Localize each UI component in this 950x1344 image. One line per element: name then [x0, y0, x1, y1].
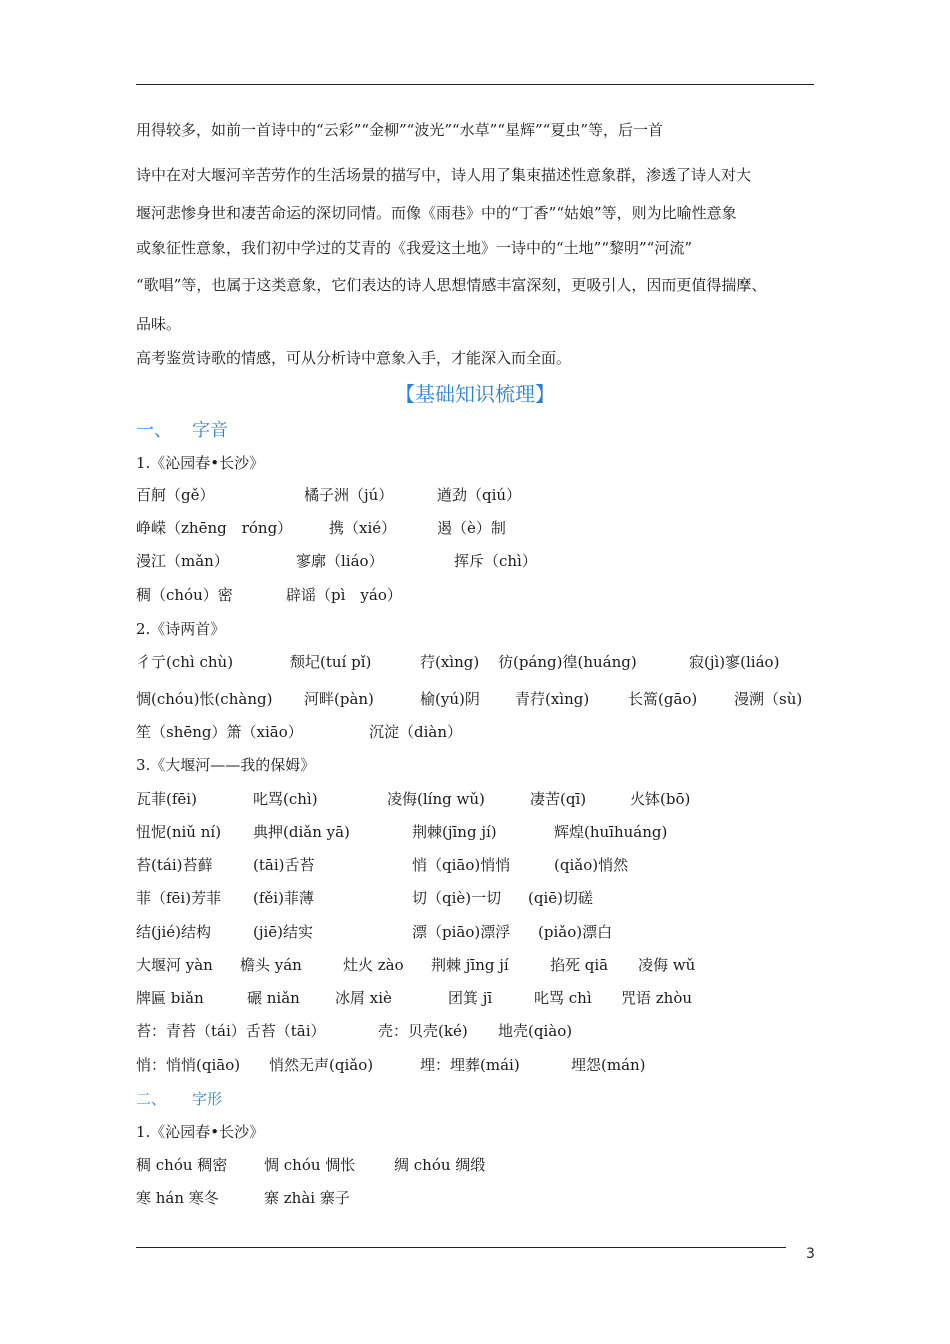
entry: 咒语 zhòu [621, 989, 693, 1007]
entry: 灶火 zào [343, 956, 404, 974]
entry: (piǎo)漂白 [538, 923, 613, 941]
heading-label: 字形 [192, 1090, 223, 1108]
entry: 遏（è）制 [437, 519, 506, 537]
heading-character-form [136, 1088, 222, 1109]
entry: 火钵(bō) [630, 790, 691, 808]
entry: 辉煌(huīhuáng) [554, 823, 668, 841]
entry: 彷(páng)徨(huáng) [498, 653, 637, 671]
entry: 漫溯（sù) [734, 690, 803, 708]
intro-line: 诗中在对大堰河辛苦劳作的生活场景的描写中，诗人用了集束描述性意象群，渗透了诗人对大 [136, 166, 752, 184]
entry: 苔：青苔（tái）舌苔（tāi） [136, 1022, 326, 1040]
subsection-title: 3.《大堰河——我的保姆》 [136, 756, 316, 774]
entry: 河畔(pàn) [304, 690, 374, 708]
entry: (tāi)舌苔 [253, 856, 315, 874]
entry: 青荇(xìng) [515, 690, 590, 708]
entry: 绸 chóu 绸缎 [394, 1156, 486, 1174]
intro-line: “歌唱”等，也属于这类意象，它们表达的诗人思想情感丰富深刻，更吸引人，因而更值得揣摩、 [136, 276, 767, 294]
entry: 凄苦(qī) [530, 790, 587, 808]
entry: 长篙(gāo) [628, 690, 698, 708]
entry: 荆棘(jīng jí) [412, 823, 497, 841]
entry: 牌匾 biǎn [136, 989, 204, 1007]
entry: 寒 hán 寒冬 [136, 1189, 219, 1207]
entry: 瓦菲(fēi) [136, 790, 197, 808]
subsection-title: 1.《沁园春•长沙》 [136, 454, 265, 472]
entry: 沉淀（diàn） [369, 723, 463, 741]
entry: 笙（shēng）箫（xiāo） [136, 723, 303, 741]
entry: 遒劲（qiú） [437, 486, 522, 504]
entry: 苔(tái)苔藓 [136, 856, 213, 874]
intro-line: 用得较多，如前一首诗中的“云彩”“金柳”“波光”“水草”“星辉”“夏虫”等，后一首 [136, 121, 664, 139]
entry: 忸怩(niǔ ní) [136, 823, 222, 841]
entry: 惆(chóu)怅(chàng) [136, 690, 273, 708]
entry: 凌侮(líng wǔ) [387, 790, 485, 808]
entry: 挥斥（chì） [454, 552, 537, 570]
intro-line: 品味。 [136, 315, 182, 333]
entry: (qiē)切磋 [528, 889, 593, 907]
entry: 菲（fēi)芳菲 [136, 889, 222, 907]
subsection-title: 2.《诗两首》 [136, 620, 226, 638]
entry: 埋：埋葬(mái) [420, 1056, 520, 1074]
entry: 地壳(qiào) [498, 1022, 573, 1040]
entry: 稠（chóu）密 [136, 586, 233, 604]
entry: 檐头 yán [240, 956, 302, 974]
entry: 叱骂(chì) [253, 790, 318, 808]
entry: 漫江（mǎn） [136, 552, 229, 570]
entry: 掐死 qiā [550, 956, 609, 974]
section-title: 【基础知识梳理】 [395, 382, 555, 406]
entry: 团箕 jī [448, 989, 493, 1007]
entry: 寂(jì)寥(liáo) [689, 653, 780, 671]
entry: 寥廓（liáo） [296, 552, 384, 570]
entry: 彳亍(chì chù) [136, 653, 234, 671]
heading-number: 二、 [136, 1090, 167, 1108]
intro-line: 或象征性意象，我们初中学过的艾青的《我爱这土地》一诗中的“土地”“黎明”“河流” [136, 239, 693, 257]
entry: (jiē)结实 [253, 923, 314, 941]
entry: 悄：悄悄(qiāo) [136, 1056, 241, 1074]
entry: 荇(xìng) [420, 653, 480, 671]
entry: (fěi)菲薄 [253, 889, 314, 907]
entry: (qiǎo)悄然 [554, 856, 629, 874]
entry: 典押(diǎn yā) [253, 823, 350, 841]
entry: 叱骂 chì [534, 989, 592, 1007]
entry: 峥嵘（zhēng róng） [136, 519, 293, 537]
intro-line: 堰河悲惨身世和凄苦命运的深切同情。而像《雨巷》中的“丁香”“姑娘”等，则为比喻性意象 [136, 204, 737, 222]
heading-label: 字音 [192, 420, 228, 441]
entry: 大堰河 yàn [136, 956, 213, 974]
entry: 切（qiè)一切 [412, 889, 502, 907]
entry: 碾 niǎn [247, 989, 300, 1007]
entry: 橘子洲（jú） [304, 486, 394, 504]
intro-line: 高考鉴赏诗歌的情感，可从分析诗中意象入手，才能深入而全面。 [136, 349, 572, 367]
page-number: 3 [806, 1246, 815, 1262]
entry: 结(jié)结构 [136, 923, 212, 941]
entry: 悄（qiāo)悄悄 [412, 856, 511, 874]
entry: 百舸（gě） [136, 486, 215, 504]
entry: 颓圮(tuí pǐ) [290, 653, 372, 671]
entry: 辟谣（pì yáo） [286, 586, 402, 604]
entry: 漂（piāo)漂浮 [412, 923, 511, 941]
entry: 寨 zhài 寨子 [264, 1189, 350, 1207]
entry: 凌侮 wǔ [638, 956, 696, 974]
entry: 荆棘 jīng jí [431, 956, 509, 974]
entry: 冰屑 xiè [335, 989, 392, 1007]
entry: 悄然无声(qiǎo) [269, 1056, 374, 1074]
entry: 稠 chóu 稠密 [136, 1156, 228, 1174]
heading-number: 一、 [136, 420, 172, 441]
heading-pronunciation [136, 416, 228, 442]
header-rule [136, 84, 814, 85]
entry: 埋怨(mán) [571, 1056, 646, 1074]
entry: 榆(yú)阴 [420, 690, 480, 708]
entry: 携（xié） [329, 519, 397, 537]
subsection-title: 1.《沁园春•长沙》 [136, 1123, 265, 1141]
entry: 惆 chóu 惆怅 [264, 1156, 356, 1174]
footer-rule [136, 1247, 786, 1248]
entry: 壳：贝壳(ké) [378, 1022, 468, 1040]
